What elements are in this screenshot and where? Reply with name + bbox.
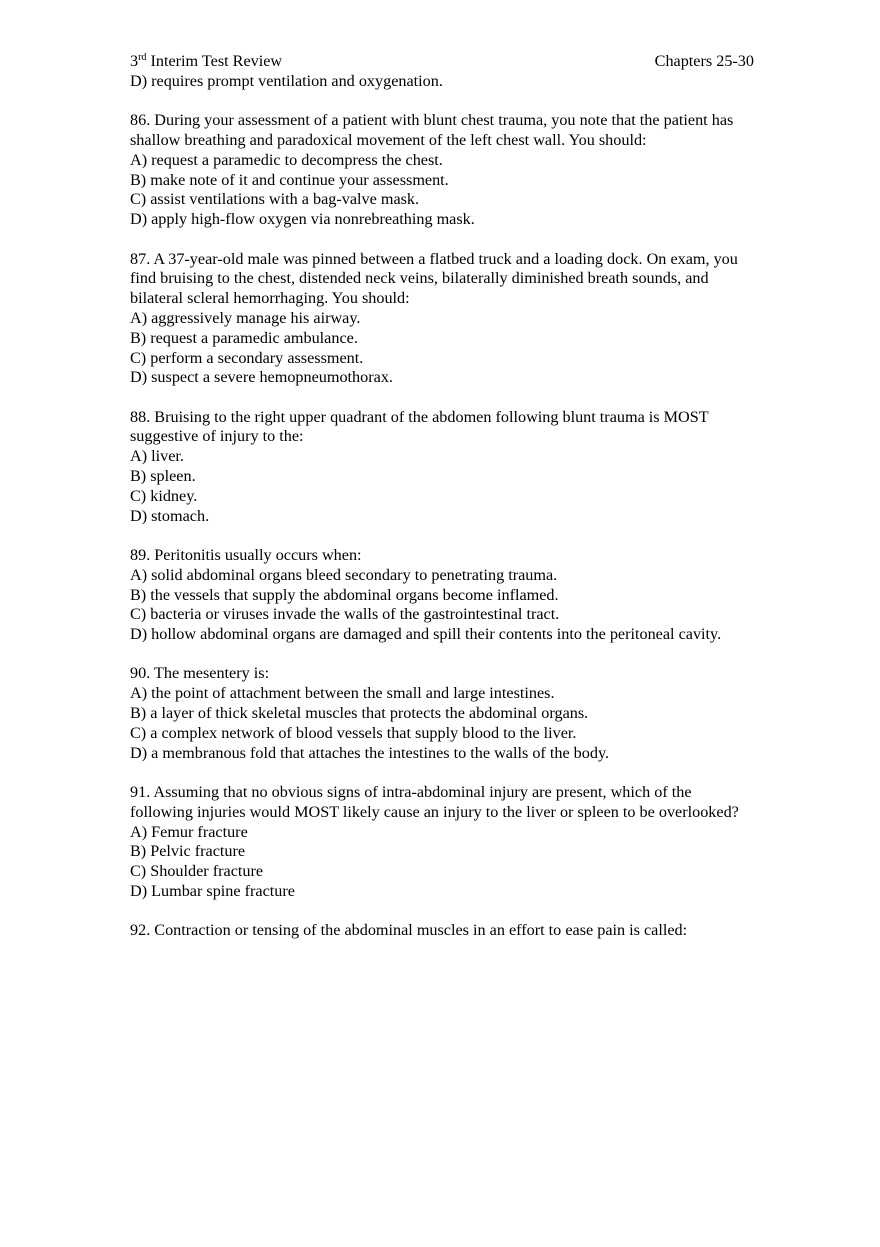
answer-option: B) the vessels that supply the abdominal organs become inflamed. (130, 585, 559, 604)
answer-option: B) a layer of thick skeletal muscles that protects the abdominal organs. (130, 704, 589, 723)
answer-option: D) suspect a severe hemopneumothorax. (130, 368, 393, 387)
answer-option: C) assist ventilations with a bag-valve mask. (130, 190, 420, 209)
question-text: 88. Bruising to the right upper quadrant of the abdomen following blunt trauma is MOST suggestive of injury to the: (130, 407, 709, 446)
question-block (130, 250, 754, 389)
header-chapters: Chapters 25-30 (654, 52, 754, 70)
answer-option: B) Pelvic fracture (130, 842, 246, 861)
header-title-prefix: 3 (130, 52, 139, 70)
question-text: 92. Contraction or tensing of the abdominal muscles in an effort to ease pain is called: (130, 921, 688, 940)
answer-option: D) apply high-flow oxygen via nonrebreathing mask. (130, 210, 475, 229)
answer-option: A) the point of attachment between the small and large intestines. (130, 684, 555, 703)
answer-option: C) kidney. (130, 486, 198, 505)
question-text: 90. The mesentery is: (130, 664, 270, 683)
answer-option: A) aggressively manage his airway. (130, 308, 361, 327)
question-block (130, 664, 754, 763)
answer-option: D) Lumbar spine fracture (130, 881, 295, 900)
answer-option: B) make note of it and continue your assessment. (130, 170, 449, 189)
question-text: 91. Assuming that no obvious signs of intra-abdominal injury are present, which of the following injuries would MOST likely cause an injury to the liver or spleen to be overlooked? (130, 782, 739, 821)
answer-option: D) stomach. (130, 506, 210, 525)
answer-option: A) liver. (130, 447, 184, 466)
answer-option: A) Femur fracture (130, 822, 248, 841)
header-title-rest: Interim Test Review (146, 52, 283, 70)
question-block (130, 783, 754, 902)
header-title-superscript: rd (138, 52, 147, 63)
question-block (130, 921, 754, 941)
header-title (130, 52, 282, 72)
answer-option: C) Shoulder fracture (130, 862, 264, 881)
leading-option: D) requires prompt ventilation and oxygenation. (130, 72, 443, 90)
answer-option: C) perform a secondary assessment. (130, 348, 364, 367)
answer-option: C) bacteria or viruses invade the walls of the gastrointestinal tract. (130, 605, 560, 624)
answer-option: D) a membranous fold that attaches the intestines to the walls of the body. (130, 743, 610, 762)
answer-option: B) request a paramedic ambulance. (130, 328, 358, 347)
question-text: 89. Peritonitis usually occurs when: (130, 545, 362, 564)
question-text: 86. During your assessment of a patient with blunt chest trauma, you note that the patient has shallow breathing and paradoxical movement of the left chest wall. You should: (130, 111, 734, 150)
document-page (130, 52, 754, 941)
answer-option: A) solid abdominal organs bleed secondary to penetrating trauma. (130, 565, 558, 584)
answer-option: C) a complex network of blood vessels that supply blood to the liver. (130, 723, 577, 742)
question-list (130, 111, 754, 941)
question-block (130, 408, 754, 527)
answer-option: B) spleen. (130, 467, 196, 486)
page-header (130, 52, 754, 72)
question-text: 87. A 37-year-old male was pinned between a flatbed truck and a loading dock. On exam, you find bruising to the chest, distended neck veins, bilaterally diminished breath sounds, and bilateral scleral hemorrhaging. You should: (130, 249, 738, 308)
question-block (130, 546, 754, 645)
question-block (130, 111, 754, 230)
answer-option: D) hollow abdominal organs are damaged and spill their contents into the peritoneal cavity. (130, 625, 722, 644)
answer-option: A) request a paramedic to decompress the chest. (130, 150, 443, 169)
